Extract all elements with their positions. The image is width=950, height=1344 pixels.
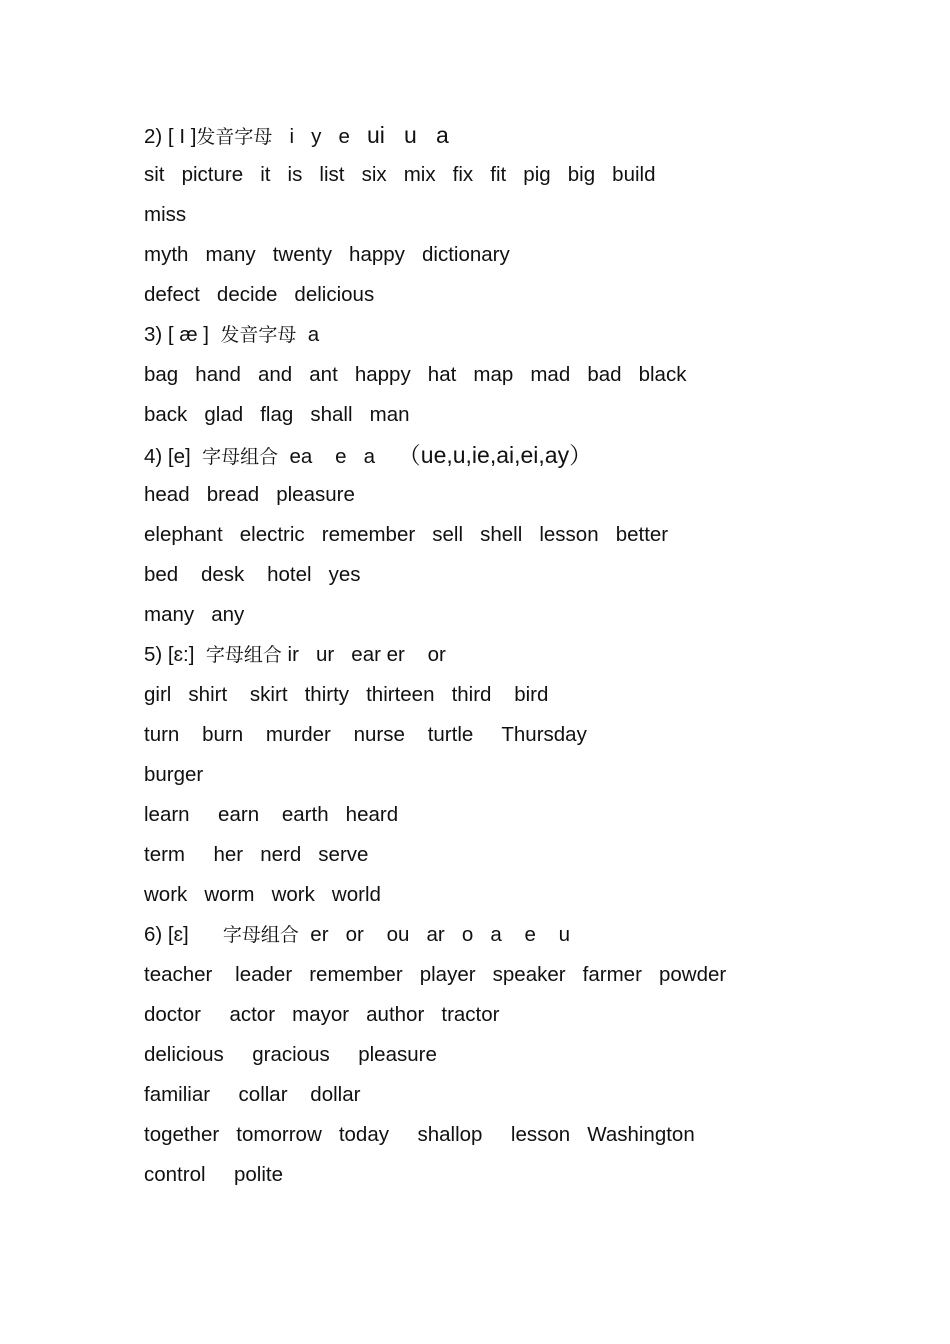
heading-part: 字母组合: [205, 644, 282, 666]
section-heading: [144, 635, 924, 675]
heading-part: 发音字母: [196, 126, 273, 148]
heading-part: ir ur ear er or: [281, 643, 446, 666]
heading-part: i y e: [272, 125, 367, 148]
section-heading: [144, 315, 924, 355]
word-line: elephant electric remember sell shell lesson better: [144, 523, 669, 546]
word-line: bed desk hotel yes: [144, 563, 361, 586]
heading-part: （ue,u,ie,ai,ei,ay）: [397, 442, 593, 468]
heading-part: 字母组合: [222, 924, 299, 946]
word-line: teacher leader remember player speaker farmer powder: [144, 963, 727, 986]
word-line: burger: [144, 763, 204, 786]
section-heading: [144, 115, 924, 155]
word-line: miss: [144, 203, 187, 226]
word-line: sit picture it is list six mix fix fit pig big build: [144, 163, 656, 186]
heading-part: 5) [ɛ:]: [144, 643, 206, 666]
word-line: delicious gracious pleasure: [144, 1043, 437, 1066]
heading-part: ea e a: [278, 445, 398, 468]
word-line: turn burn murder nurse turtle Thursday: [144, 723, 587, 746]
heading-part: er or ou ar o a e u: [298, 923, 571, 946]
word-line: familiar collar dollar: [144, 1083, 361, 1106]
word-line: control polite: [144, 1163, 284, 1186]
word-line: many any: [144, 603, 245, 626]
word-line: learn earn earth heard: [144, 803, 399, 826]
word-line: back glad flag shall man: [144, 403, 410, 426]
word-line: myth many twenty happy dictionary: [144, 243, 510, 266]
heading-part: 6) [ɛ]: [144, 923, 223, 946]
word-line: defect decide delicious: [144, 283, 375, 306]
word-line: doctor actor mayor author tractor: [144, 1003, 500, 1026]
word-line: work worm work world: [144, 883, 381, 906]
word-line: girl shirt skirt thirty thirteen third bird: [144, 683, 549, 706]
section-heading: [144, 915, 924, 955]
document-page: [144, 115, 924, 1195]
heading-part: a: [296, 323, 320, 346]
word-line: bag hand and ant happy hat map mad bad black: [144, 363, 687, 386]
heading-part: 4) [e]: [144, 445, 203, 468]
word-line: together tomorrow today shallop lesson Washington: [144, 1123, 695, 1146]
word-line: head bread pleasure: [144, 483, 355, 506]
heading-part: ui u a: [366, 122, 449, 148]
heading-part: 发音字母: [220, 324, 297, 346]
heading-part: 字母组合: [202, 446, 279, 468]
word-line: term her nerd serve: [144, 843, 369, 866]
heading-part: 2) [ I ]: [144, 125, 197, 148]
section-heading: [144, 435, 924, 475]
heading-part: 3) [ æ ]: [144, 323, 221, 346]
